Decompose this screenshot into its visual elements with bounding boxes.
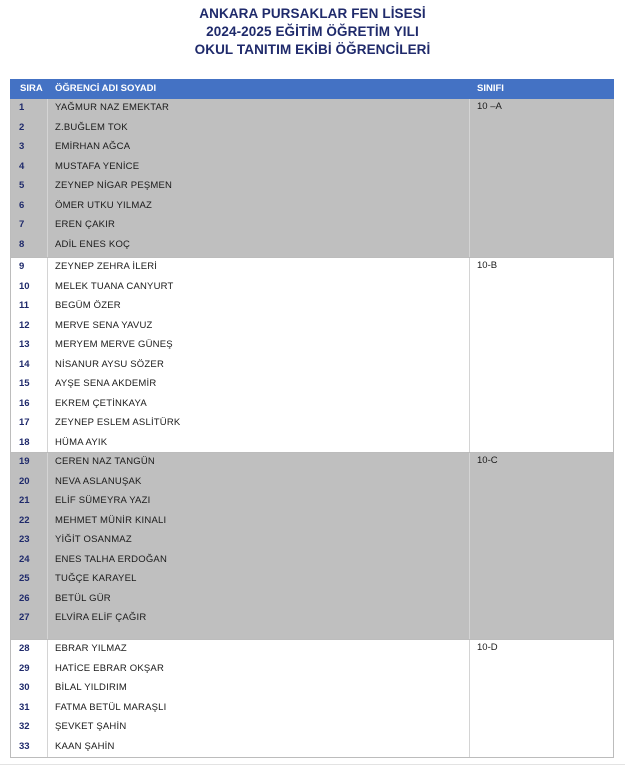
table-row [10,138,469,158]
table-row [10,236,469,256]
row-number: 22 [19,514,30,526]
row-number: 20 [19,475,30,487]
row-number: 9 [19,261,25,272]
row-number: 12 [19,319,30,331]
table-row [10,297,469,317]
student-name: ZEYNEP ZEHRA İLERİ [55,261,158,272]
row-number: 3 [19,141,25,152]
table-row [10,395,469,415]
table-row [10,570,469,590]
student-name: EBRAR YILMAZ [55,643,127,654]
table-row [10,453,469,473]
row-number: 19 [19,456,30,467]
student-name: ELVİRA ELİF ÇAĞIR [55,612,147,623]
table-row [10,197,469,217]
row-number: 5 [19,180,25,191]
table-row [10,158,469,178]
row-number: 14 [19,358,30,370]
student-name: ENES TALHA ERDOĞAN [55,553,168,565]
table-row [10,317,469,337]
column-divider [469,99,470,257]
class-group-2 [10,453,614,640]
page-bottom-rule [0,764,625,765]
table-row [10,531,469,551]
student-name: TUĞÇE KARAYEL [55,573,137,584]
table-row [10,177,469,197]
row-number: 31 [19,701,30,713]
row-number: 25 [19,573,30,584]
student-name: NİSANUR AYSU SÖZER [55,358,164,370]
student-name: HATİCE EBRAR OKŞAR [55,662,164,674]
student-name: NEVA ASLANUŞAK [55,475,142,487]
table-row [10,258,469,278]
column-divider [469,258,470,452]
student-name: FATMA BETÜL MARAŞLI [55,701,167,713]
table-row [10,414,469,434]
class-group-1 [10,258,614,453]
header-no: SIRA [20,83,43,94]
student-name: KAAN ŞAHİN [55,740,115,752]
title-team: OKUL TANITIM EKİBİ ÖĞRENCİLERİ [194,42,431,57]
class-group-3 [10,640,614,758]
class-label: 10-C [477,455,498,466]
class-group-0 [10,99,614,258]
row-number: 26 [19,592,30,604]
student-name: Z.BUĞLEM TOK [55,121,128,133]
table-row [10,473,469,493]
title-school: ANKARA PURSAKLAR FEN LİSESİ [199,6,426,21]
row-number: 30 [19,682,30,693]
table-row [10,609,469,629]
column-divider [469,640,470,757]
table-row [10,590,469,610]
row-number: 13 [19,339,30,350]
table-header [10,79,614,99]
title-year: 2024-2025 EĞİTİM ÖĞRETİM YILI [206,24,419,39]
row-number: 23 [19,534,30,545]
header-class: SINIFI [477,83,504,94]
table-row [10,512,469,532]
student-name: MERYEM MERVE GÜNEŞ [55,339,173,350]
table-row [10,278,469,298]
student-name: MELEK TUANA CANYURT [55,280,174,292]
student-name: AYŞE SENA AKDEMİR [55,378,157,389]
student-name: ZEYNEP ESLEM ASLİTÜRK [55,417,181,428]
row-number: 21 [19,495,30,506]
student-name: MEHMET MÜNİR KINALI [55,514,167,526]
table-row [10,119,469,139]
row-number: 7 [19,219,25,230]
table-row [10,699,469,719]
student-name: BİLAL YILDIRIM [55,682,127,693]
student-name: EKREM ÇETİNKAYA [55,397,147,409]
table-row [10,718,469,738]
row-number: 6 [19,199,25,211]
header-name: ÖĞRENCİ ADI SOYADI [55,83,157,94]
row-number: 15 [19,378,30,389]
row-number: 32 [19,721,30,732]
row-number: 17 [19,417,30,428]
student-name: EMİRHAN AĞCA [55,141,131,152]
student-table [10,79,614,758]
student-name: EREN ÇAKIR [55,219,116,230]
table-row [10,336,469,356]
table-row [10,679,469,699]
table-row [10,434,469,454]
student-name: YAĞMUR NAZ EMEKTAR [55,102,170,113]
student-name: CEREN NAZ TANGÜN [55,456,155,467]
row-number: 16 [19,397,30,409]
column-divider [469,453,470,639]
student-name: HÜMA AYIK [55,436,108,448]
student-name: ELİF SÜMEYRA YAZI [55,495,151,506]
table-row [10,551,469,571]
table-row [10,640,469,660]
row-number: 8 [19,238,25,250]
row-number: 24 [19,553,30,565]
row-number: 29 [19,662,30,674]
class-label: 10 –A [477,101,502,112]
student-name: ÖMER UTKU YILMAZ [55,199,152,211]
student-name: MUSTAFA YENİCE [55,160,140,172]
table-row [10,738,469,758]
class-label: 10-D [477,642,498,653]
student-name: YİĞİT OSANMAZ [55,534,132,545]
table-row [10,99,469,119]
student-name: ZEYNEP NİGAR PEŞMEN [55,180,173,191]
row-number: 28 [19,643,30,654]
student-name: BEGÜM ÖZER [55,300,121,311]
student-name: MERVE SENA YAVUZ [55,319,153,331]
row-number: 33 [19,740,30,752]
row-number: 1 [19,102,25,113]
table-row [10,216,469,236]
row-number: 4 [19,160,25,172]
student-name: ADİL ENES KOÇ [55,238,131,250]
row-number: 10 [19,280,30,292]
student-name: ŞEVKET ŞAHİN [55,721,127,732]
row-number: 18 [19,436,30,448]
table-row [10,492,469,512]
row-number: 2 [19,121,25,133]
row-number: 27 [19,612,30,623]
row-number: 11 [19,300,30,311]
table-row [10,375,469,395]
table-row [10,660,469,680]
student-name: BETÜL GÜR [55,592,111,604]
table-row [10,356,469,376]
class-label: 10-B [477,260,498,271]
